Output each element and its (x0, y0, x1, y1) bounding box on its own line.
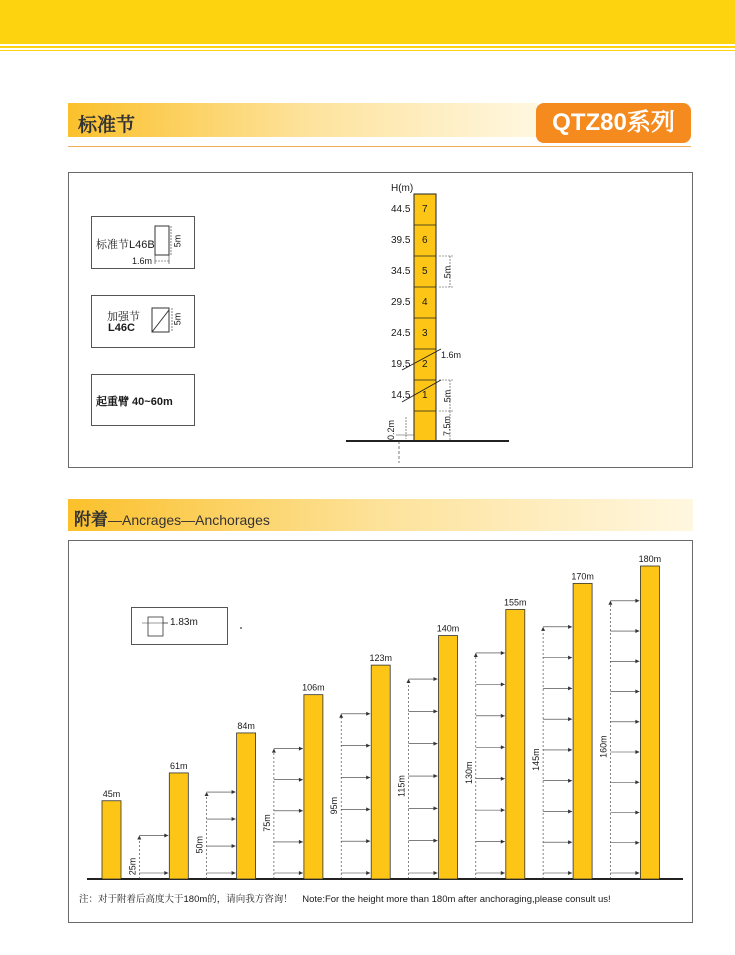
bar-height-label: 61m (170, 760, 188, 771)
anchor-tie-arrow (299, 840, 303, 844)
height-label: 34.5 (391, 266, 411, 277)
standard-section-label: 标准节L46B (96, 239, 155, 251)
header-rule (0, 46, 735, 48)
mast-bar (237, 733, 256, 879)
anchor-tie-arrow (568, 656, 572, 660)
bar-height-label: 140m (436, 623, 460, 634)
anchor-tie-arrow (232, 790, 236, 794)
anchor-span-label: 25m (127, 857, 138, 876)
mast-bar (640, 566, 659, 879)
anchor-tie-arrow (635, 720, 639, 724)
anchor-tie-arrow (366, 871, 370, 875)
reinforced-label-cn: 加强节 (107, 311, 140, 323)
bar-height-label: 123m (369, 653, 392, 664)
anchor-tie-arrow (299, 747, 303, 751)
anchor-span-arrow (205, 792, 209, 796)
anchor-tie-arrow (568, 625, 572, 629)
mast-bar (371, 665, 390, 879)
mast-bar (304, 695, 323, 879)
anchor-tie-arrow (299, 871, 303, 875)
section-number: 7 (422, 204, 428, 215)
anchor-tie-arrow (164, 834, 168, 838)
anchor-tie-arrow (366, 712, 370, 716)
anchor-tie-arrow (568, 717, 572, 721)
anchor-span-label: 75m (261, 814, 272, 832)
section-title-anchorages (74, 505, 270, 530)
anchor-span-arrow (272, 749, 276, 753)
anchor-tie-arrow (232, 817, 236, 821)
anchorage-panel (68, 540, 693, 923)
standard-width-label: 1.6m (132, 256, 153, 266)
anchor-tie-arrow (635, 780, 639, 784)
anchor-span-arrow (474, 653, 478, 657)
section-rule (68, 146, 691, 147)
anchor-tie-arrow (568, 779, 572, 783)
anchor-tie-arrow (635, 659, 639, 663)
section-number: 6 (422, 235, 428, 246)
anchor-tie-arrow (232, 844, 236, 848)
mast-diagram (69, 173, 694, 469)
mast-bar (169, 773, 188, 879)
section-number: 4 (422, 297, 428, 308)
anchor-tie-arrow (635, 811, 639, 815)
anchor-tie-arrow (501, 745, 505, 749)
anchorage-note: 注：对于附着后高度大于180m的，请向我方咨询！ Note:For the height more than 180m after anchoraging,please consult us! (79, 894, 611, 905)
anchor-tie-arrow (501, 777, 505, 781)
header-band (0, 0, 735, 44)
anchor-tie-arrow (635, 599, 639, 603)
anchor-tie-arrow (164, 871, 168, 875)
section-bar-standard (68, 103, 538, 137)
anchorage-legend-dim: 1.83m (170, 617, 198, 628)
height-label: 14.5 (391, 390, 411, 401)
anchor-tie-arrow (635, 750, 639, 754)
section-number: 1 (422, 390, 428, 401)
anchor-tie-arrow (366, 807, 370, 811)
section-number: 5 (422, 266, 428, 277)
anchorages-title-cn: 附着 (74, 510, 108, 529)
anchorages-title-en: —Ancrages—Anchorages (108, 512, 270, 528)
base-dim-label: 7.5m (442, 415, 453, 437)
anchor-span-arrow (407, 679, 411, 683)
anchor-tie-arrow (568, 809, 572, 813)
anchor-tie-arrow (635, 629, 639, 633)
section-number: 2 (422, 359, 428, 370)
anchor-span-label: 145m (531, 748, 542, 771)
section-title-standard: 标准节 (78, 115, 136, 136)
height-label: 19.5 (391, 359, 411, 370)
anchor-span-label: 95m (329, 796, 340, 815)
mast-bar (439, 636, 458, 879)
height-label: 39.5 (391, 235, 411, 246)
anchor-tie-arrow (501, 808, 505, 812)
anchor-tie-arrow (568, 840, 572, 844)
anchor-tie-arrow (366, 744, 370, 748)
anchor-tie-arrow (434, 742, 438, 746)
reinforced-height-label: 5m (172, 312, 183, 326)
header-rule-thin (0, 50, 735, 51)
mast-panel (68, 172, 693, 468)
anchor-tie-arrow (501, 871, 505, 875)
mast-bar (573, 583, 592, 879)
section-number: 3 (422, 328, 428, 339)
series-badge: QTZ80系列 (536, 103, 691, 143)
anchor-tie-arrow (299, 809, 303, 813)
anchor-tie-arrow (568, 686, 572, 690)
foundation-dim-label: 0.2m (386, 419, 397, 441)
standard-height-label: 5m (172, 234, 183, 248)
anchor-span-arrow (339, 714, 343, 718)
anchor-tie-arrow (501, 714, 505, 718)
dot-mark (240, 627, 242, 629)
anchor-tie-arrow (299, 778, 303, 782)
height-label: 24.5 (391, 328, 411, 339)
bar-height-label: 170m (571, 571, 594, 582)
anchor-tie-arrow (232, 871, 236, 875)
anchor-span-arrow (541, 627, 545, 631)
jib-label: 起重臂 40~60m (96, 396, 173, 408)
anchor-tie-arrow (501, 840, 505, 844)
section-dim-label-low: 5m (442, 389, 453, 403)
width-dim-label: 1.6m (441, 350, 462, 360)
anchor-tie-arrow (635, 841, 639, 845)
anchorage-chart (69, 541, 694, 924)
anchor-tie-arrow (434, 709, 438, 713)
height-label: 29.5 (391, 297, 411, 308)
reinforced-label-code: L46C (108, 322, 135, 334)
anchor-span-label: 50m (194, 836, 205, 854)
anchor-span-label: 115m (396, 775, 407, 798)
anchor-tie-arrow (434, 871, 438, 875)
anchor-tie-arrow (434, 839, 438, 843)
anchor-tie-arrow (366, 775, 370, 779)
mast-bar (506, 609, 525, 879)
anchor-tie-arrow (434, 806, 438, 810)
anchor-tie-arrow (635, 871, 639, 875)
anchor-tie-arrow (434, 774, 438, 778)
anchor-tie-arrow (568, 748, 572, 752)
bar-height-label: 155m (504, 597, 527, 608)
anchor-span-label: 160m (598, 735, 609, 758)
mast-bar (102, 801, 121, 879)
anchor-tie-arrow (434, 677, 438, 681)
anchor-tie-arrow (635, 690, 639, 694)
anchor-span-arrow (608, 601, 612, 605)
section-dim-label: 5m (442, 265, 453, 279)
anchor-tie-arrow (568, 871, 572, 875)
height-label: 44.5 (391, 204, 411, 215)
bar-height-label: 180m (638, 554, 662, 564)
bar-height-label: 45m (102, 788, 121, 799)
height-axis-label: H(m) (391, 183, 414, 194)
anchor-span-arrow (137, 836, 141, 840)
anchor-tie-arrow (366, 839, 370, 843)
bar-height-label: 106m (302, 682, 325, 693)
anchor-tie-arrow (501, 682, 505, 686)
anchor-tie-arrow (501, 651, 505, 655)
anchor-span-label: 130m (463, 761, 474, 784)
bar-height-label: 84m (237, 720, 255, 731)
